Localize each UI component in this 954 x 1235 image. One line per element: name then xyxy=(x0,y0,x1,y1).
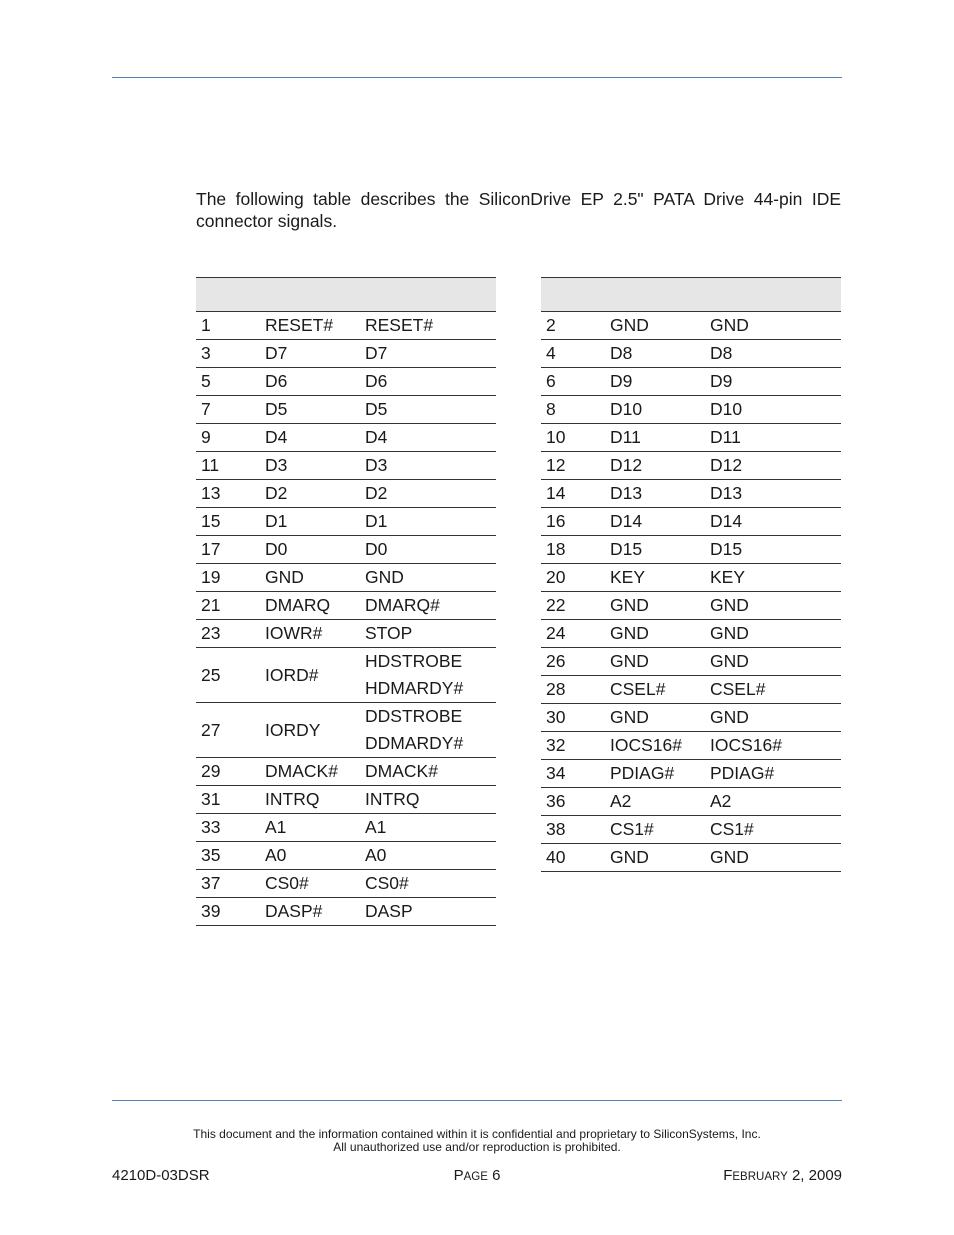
pin-number-cell: 36 xyxy=(541,788,605,816)
signal-cell: PDIAG# xyxy=(605,760,705,788)
table-row xyxy=(196,620,496,648)
signal-cell: D12 xyxy=(605,452,705,480)
signal-cell: IORDY xyxy=(260,703,360,758)
signal-cell: IOCS16# xyxy=(605,732,705,760)
signal-cell: GND xyxy=(605,648,705,676)
alt-signal-line: A2 xyxy=(710,791,732,811)
alt-signal-cell xyxy=(360,340,496,368)
document-date xyxy=(723,1167,842,1186)
alt-signal-cell xyxy=(360,480,496,508)
alt-signal-cell xyxy=(705,648,841,676)
alt-signal-cell xyxy=(705,564,841,592)
alt-signal-line: D6 xyxy=(365,371,388,391)
alt-signal-line: DDSTROBE xyxy=(365,706,463,726)
table-row xyxy=(541,368,841,396)
pin-number-cell: 37 xyxy=(196,870,260,898)
pin-number-cell: 25 xyxy=(196,648,260,703)
table-row xyxy=(196,452,496,480)
table-row xyxy=(541,844,841,872)
table-row xyxy=(541,396,841,424)
alt-signal-cell xyxy=(360,842,496,870)
alt-signal-line: D15 xyxy=(710,539,743,559)
signal-cell: D3 xyxy=(260,452,360,480)
alt-signal-cell xyxy=(705,844,841,872)
signal-cell: IOWR# xyxy=(260,620,360,648)
table-row xyxy=(541,620,841,648)
signal-cell: GND xyxy=(605,592,705,620)
page-label-rest: AGE xyxy=(463,1171,488,1183)
pin-number-cell: 15 xyxy=(196,508,260,536)
alt-signal-line: GND xyxy=(710,651,749,671)
table-row xyxy=(196,368,496,396)
signal-cell: D7 xyxy=(260,340,360,368)
date-month-rest: EBRUARY xyxy=(732,1171,788,1183)
alt-signal-line: D0 xyxy=(365,539,388,559)
alt-signal-line: A0 xyxy=(365,845,387,865)
signal-cell: CS0# xyxy=(260,870,360,898)
table-header xyxy=(196,278,496,312)
alt-signal-cell xyxy=(360,592,496,620)
signal-cell: GND xyxy=(605,704,705,732)
pin-number-cell: 32 xyxy=(541,732,605,760)
alt-signal-line: CS1# xyxy=(710,819,754,839)
pin-number-cell: 4 xyxy=(541,340,605,368)
pin-number-cell: 7 xyxy=(196,396,260,424)
signal-cell: DASP# xyxy=(260,898,360,926)
signal-cell: D0 xyxy=(260,536,360,564)
alt-signal-cell xyxy=(360,368,496,396)
confidentiality-notice xyxy=(0,1128,954,1154)
header-rule xyxy=(112,77,842,78)
table-row xyxy=(541,536,841,564)
footer-rule xyxy=(112,1100,842,1101)
alt-signal-line: GND xyxy=(710,595,749,615)
table-row xyxy=(196,814,496,842)
table-row xyxy=(196,536,496,564)
alt-signal-line: GND xyxy=(710,623,749,643)
alt-signal-line: HDMARDY# xyxy=(365,678,464,698)
pin-number-cell: 10 xyxy=(541,424,605,452)
signal-cell: RESET# xyxy=(260,312,360,340)
pin-number-cell: 18 xyxy=(541,536,605,564)
pin-number-cell: 8 xyxy=(541,396,605,424)
pin-number-cell: 22 xyxy=(541,592,605,620)
alt-signal-cell xyxy=(705,396,841,424)
signal-cell: DMACK# xyxy=(260,758,360,786)
signal-cell: IORD# xyxy=(260,648,360,703)
table-row xyxy=(196,508,496,536)
alt-signal-cell xyxy=(360,758,496,786)
page-number-value: 6 xyxy=(492,1167,501,1184)
table-row xyxy=(196,340,496,368)
document-number: 4210D-03DSR xyxy=(112,1167,210,1184)
table-header xyxy=(541,278,841,312)
alt-signal-line: D2 xyxy=(365,483,388,503)
connector-table-even-pins xyxy=(541,277,841,872)
alt-signal-line: STOP xyxy=(365,623,413,643)
signal-cell: D13 xyxy=(605,480,705,508)
alt-signal-cell xyxy=(705,508,841,536)
alt-signal-line: D8 xyxy=(710,343,733,363)
alt-signal-cell xyxy=(360,564,496,592)
table-row xyxy=(196,480,496,508)
pin-number-cell: 13 xyxy=(196,480,260,508)
signal-cell: D5 xyxy=(260,396,360,424)
pin-number-cell: 14 xyxy=(541,480,605,508)
signal-cell: D14 xyxy=(605,508,705,536)
alt-signal-cell xyxy=(360,648,496,703)
pin-number-cell: 9 xyxy=(196,424,260,452)
alt-signal-cell xyxy=(360,870,496,898)
pin-number-cell: 11 xyxy=(196,452,260,480)
alt-signal-cell xyxy=(705,816,841,844)
alt-signal-line: CSEL# xyxy=(710,679,766,699)
alt-signal-line: PDIAG# xyxy=(710,763,775,783)
alt-signal-line: D14 xyxy=(710,511,743,531)
alt-signal-line: D11 xyxy=(710,427,741,447)
table-row xyxy=(196,592,496,620)
table-row xyxy=(541,676,841,704)
table-row xyxy=(541,508,841,536)
table-row xyxy=(541,592,841,620)
alt-signal-cell xyxy=(360,898,496,926)
alt-signal-line: D10 xyxy=(710,399,743,419)
alt-signal-line: A1 xyxy=(365,817,387,837)
alt-signal-line: GND xyxy=(710,847,749,867)
signal-cell: GND xyxy=(605,844,705,872)
pin-number-cell: 40 xyxy=(541,844,605,872)
alt-signal-cell xyxy=(705,452,841,480)
table-row xyxy=(541,704,841,732)
pin-number-cell: 5 xyxy=(196,368,260,396)
alt-signal-cell xyxy=(360,536,496,564)
pin-number-cell: 39 xyxy=(196,898,260,926)
alt-signal-cell xyxy=(360,424,496,452)
signal-cell: A2 xyxy=(605,788,705,816)
alt-signal-line: D5 xyxy=(365,399,388,419)
notice-line-1: This document and the information contained within it is confidential and proprietary to SiliconSystems, Inc. xyxy=(193,1127,761,1141)
table-row xyxy=(196,786,496,814)
alt-signal-line: GND xyxy=(365,567,404,587)
date-tail: 2, 2009 xyxy=(791,1167,842,1184)
alt-signal-line: RESET# xyxy=(365,315,434,335)
alt-signal-cell xyxy=(705,340,841,368)
alt-signal-line: CS0# xyxy=(365,873,409,893)
signal-cell: A0 xyxy=(260,842,360,870)
signal-cell: D8 xyxy=(605,340,705,368)
alt-signal-line: D1 xyxy=(365,511,388,531)
pin-number-cell: 2 xyxy=(541,312,605,340)
pin-number-cell: 23 xyxy=(196,620,260,648)
pin-number-cell: 35 xyxy=(196,842,260,870)
table-row xyxy=(541,480,841,508)
pin-number-cell: 3 xyxy=(196,340,260,368)
pin-number-cell: 26 xyxy=(541,648,605,676)
pin-number-cell: 28 xyxy=(541,676,605,704)
alt-signal-line: D3 xyxy=(365,455,388,475)
signal-cell: D2 xyxy=(260,480,360,508)
alt-signal-line: D7 xyxy=(365,343,388,363)
alt-signal-cell xyxy=(360,814,496,842)
alt-signal-line: D13 xyxy=(710,483,743,503)
alt-signal-cell xyxy=(705,620,841,648)
alt-signal-line: D9 xyxy=(710,371,733,391)
pin-number-cell: 33 xyxy=(196,814,260,842)
table-row xyxy=(541,564,841,592)
pin-number-cell: 34 xyxy=(541,760,605,788)
table-row xyxy=(541,312,841,340)
signal-cell: D10 xyxy=(605,396,705,424)
table-row xyxy=(541,424,841,452)
table-row xyxy=(196,758,496,786)
pin-number-cell: 24 xyxy=(541,620,605,648)
pin-number-cell: 31 xyxy=(196,786,260,814)
signal-cell: D9 xyxy=(605,368,705,396)
alt-signal-cell xyxy=(705,760,841,788)
signal-cell: D4 xyxy=(260,424,360,452)
alt-signal-cell xyxy=(705,480,841,508)
table-row xyxy=(541,816,841,844)
signal-cell: CS1# xyxy=(605,816,705,844)
table-row xyxy=(196,703,496,758)
signal-cell: CSEL# xyxy=(605,676,705,704)
alt-signal-cell xyxy=(360,396,496,424)
alt-signal-cell xyxy=(705,368,841,396)
alt-signal-line: IOCS16# xyxy=(710,735,782,755)
alt-signal-cell xyxy=(360,786,496,814)
alt-signal-cell xyxy=(705,704,841,732)
table-row xyxy=(196,312,496,340)
alt-signal-line: D12 xyxy=(710,455,743,475)
alt-signal-cell xyxy=(360,312,496,340)
signal-cell: GND xyxy=(260,564,360,592)
signal-cell: INTRQ xyxy=(260,786,360,814)
signal-cell: D15 xyxy=(605,536,705,564)
alt-signal-line: DMACK# xyxy=(365,761,438,781)
signal-cell: GND xyxy=(605,312,705,340)
connector-table-odd-pins xyxy=(196,277,496,926)
alt-signal-cell xyxy=(360,703,496,758)
table-row xyxy=(541,732,841,760)
table-row xyxy=(196,396,496,424)
alt-signal-line: GND xyxy=(710,707,749,727)
alt-signal-line: DMARQ# xyxy=(365,595,440,615)
alt-signal-cell xyxy=(705,676,841,704)
pin-number-cell: 19 xyxy=(196,564,260,592)
table-row xyxy=(196,424,496,452)
date-initial: F xyxy=(723,1167,733,1184)
intro-paragraph: The following table describes the SiliconDrive EP 2.5" PATA Drive 44-pin IDE connector signals. xyxy=(196,189,841,231)
table-row xyxy=(196,564,496,592)
table-row xyxy=(541,788,841,816)
signal-cell: DMARQ xyxy=(260,592,360,620)
alt-signal-cell xyxy=(360,452,496,480)
signal-cell: D6 xyxy=(260,368,360,396)
alt-signal-cell xyxy=(705,732,841,760)
table-row xyxy=(196,842,496,870)
pin-number-cell: 27 xyxy=(196,703,260,758)
signal-cell: KEY xyxy=(605,564,705,592)
alt-signal-line: DDMARDY# xyxy=(365,733,464,753)
alt-signal-cell xyxy=(705,424,841,452)
signal-cell: GND xyxy=(605,620,705,648)
pin-number-cell: 21 xyxy=(196,592,260,620)
alt-signal-line: DASP xyxy=(365,901,413,921)
signal-cell: A1 xyxy=(260,814,360,842)
table-row xyxy=(541,648,841,676)
pin-number-cell: 1 xyxy=(196,312,260,340)
pin-number-cell: 16 xyxy=(541,508,605,536)
pin-number-cell: 6 xyxy=(541,368,605,396)
alt-signal-cell xyxy=(705,592,841,620)
alt-signal-line: HDSTROBE xyxy=(365,651,463,671)
table-row xyxy=(196,870,496,898)
table-row xyxy=(196,898,496,926)
alt-signal-line: GND xyxy=(710,315,749,335)
alt-signal-cell xyxy=(705,312,841,340)
alt-signal-cell xyxy=(360,620,496,648)
table-row xyxy=(541,452,841,480)
table-row xyxy=(196,648,496,703)
alt-signal-line: KEY xyxy=(710,567,746,587)
pin-number-cell: 30 xyxy=(541,704,605,732)
alt-signal-cell xyxy=(705,788,841,816)
pin-number-cell: 12 xyxy=(541,452,605,480)
alt-signal-line: D4 xyxy=(365,427,388,447)
pin-number-cell: 20 xyxy=(541,564,605,592)
alt-signal-line: INTRQ xyxy=(365,789,420,809)
signal-cell: D1 xyxy=(260,508,360,536)
page-label-initial: P xyxy=(453,1167,464,1184)
notice-line-2: All unauthorized use and/or reproduction is prohibited. xyxy=(333,1140,621,1154)
alt-signal-cell xyxy=(705,536,841,564)
alt-signal-cell xyxy=(360,508,496,536)
pin-number-cell: 17 xyxy=(196,536,260,564)
table-row xyxy=(541,760,841,788)
pin-number-cell: 38 xyxy=(541,816,605,844)
table-row xyxy=(541,340,841,368)
pin-number-cell: 29 xyxy=(196,758,260,786)
signal-cell: D11 xyxy=(605,424,705,452)
